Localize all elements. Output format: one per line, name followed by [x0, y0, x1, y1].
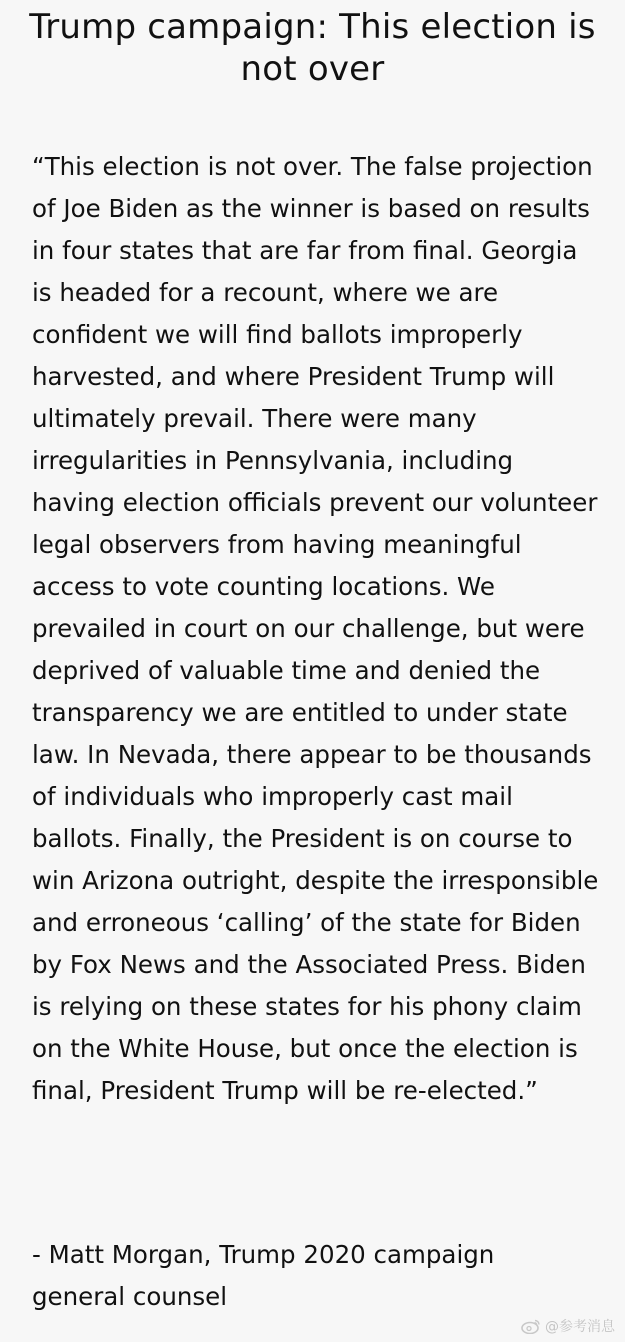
page-title: Trump campaign: This election is not over [29, 7, 596, 89]
watermark [521, 1316, 615, 1336]
attribution-text: - Matt Morgan, Trump 2020 campaign general counsel [32, 1240, 495, 1311]
quote-text: “This election is not over. The false projection of Joe Biden as the winner is based on results in four states that are far from final. Georgia is headed for a recount, where we are confident we will find ballots improperly harvested, and where President Trump will ultimately prevail. There were many irregularities in Pennsylvania, including having election officials prevent our volunteer legal observers from having meaningful access to vote counting locations. We prevailed in court on our challenge, but were deprived of valuable time and denied the transparency we are entitled to under state law. In Nevada, there appear to be thousands of individuals who improperly cast mail ballots. Finally, the President is on course to win Arizona outright, despite the irresponsible and erroneous ‘calling’ of the state for Biden by Fox News and the Associated Press. Biden is relying on these states for his phony claim on the White House, but once the election is final, President Trump will be re-elected.” [32, 152, 599, 1105]
watermark-text: @参考消息 [545, 1319, 615, 1335]
weibo-logo-icon [521, 1318, 541, 1334]
